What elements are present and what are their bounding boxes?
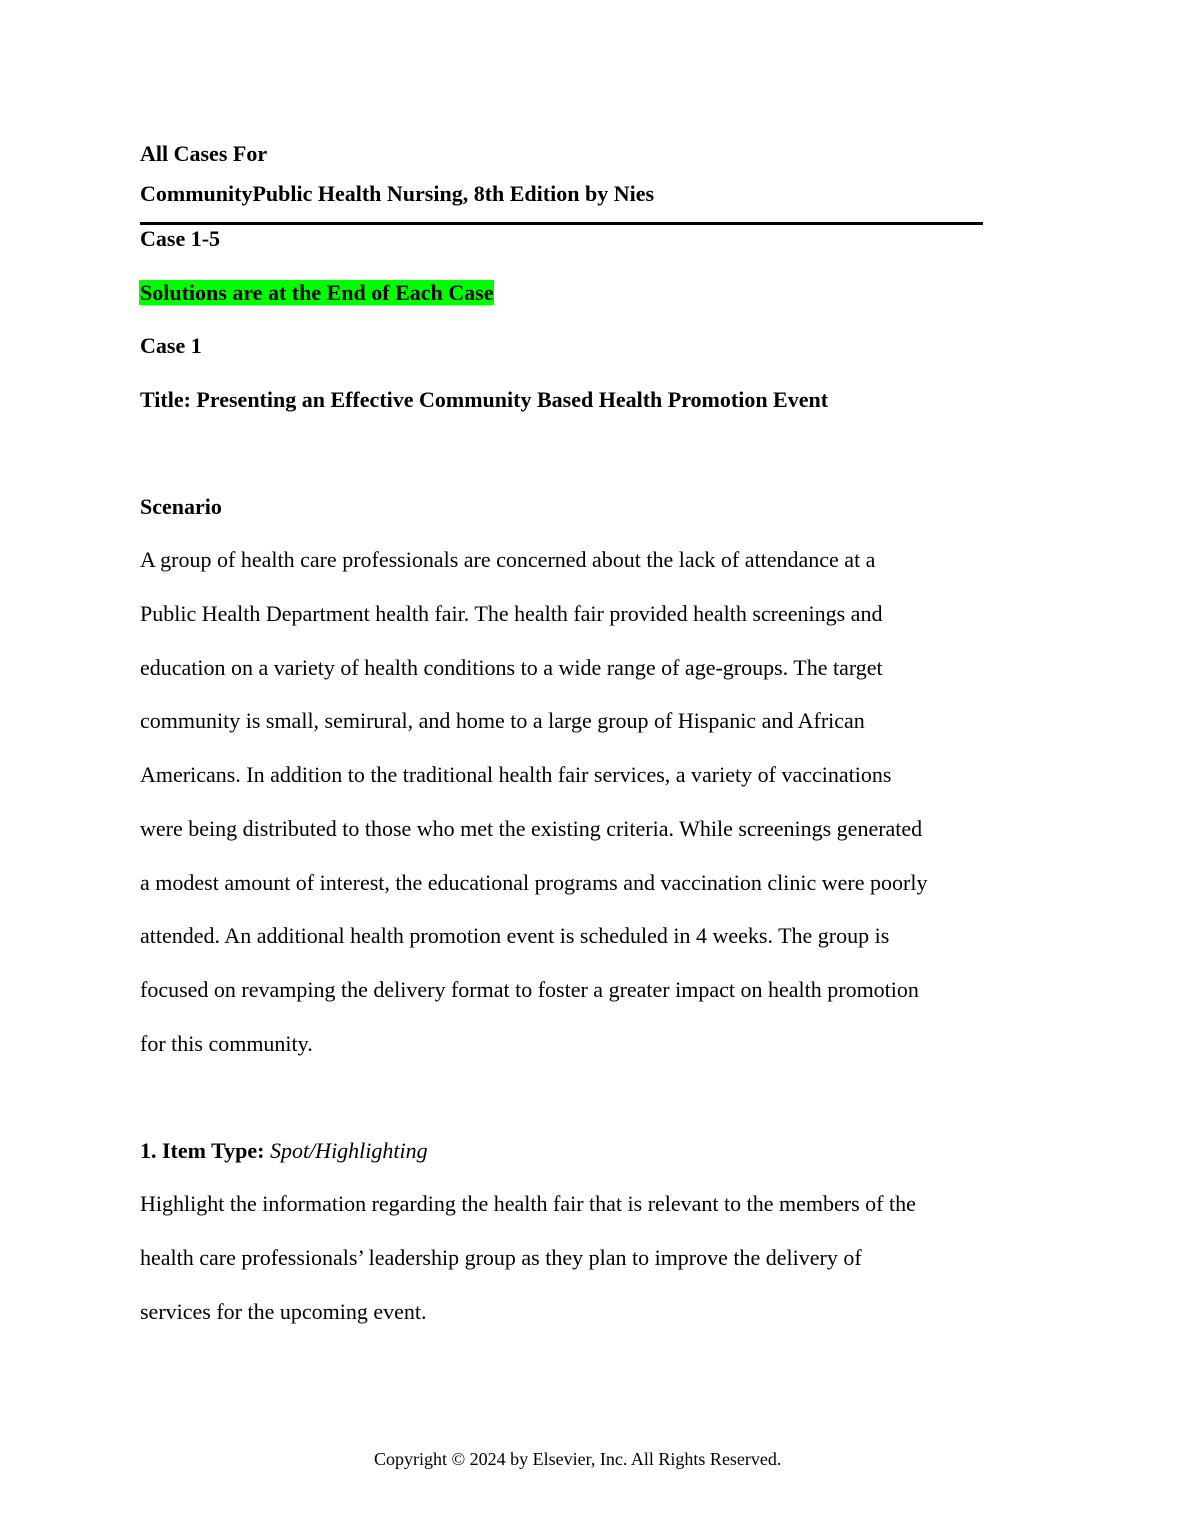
case-title: Title: Presenting an Effective Community Based Health Promotion Event (140, 387, 829, 412)
item-1-label: 1. Item Type: (140, 1138, 265, 1163)
item-1-line: Highlight the information regarding the health fair that is relevant to the members of the (140, 1191, 916, 1216)
scenario-line: attended. An additional health promotion event is scheduled in 4 weeks. The group is (140, 923, 890, 948)
case-range: Case 1-5 (140, 226, 221, 251)
scenario-line: Americans. In addition to the traditional health fair services, a variety of vaccinations (140, 762, 892, 787)
scenario-heading: Scenario (140, 494, 222, 519)
header-line-1: All Cases For (140, 141, 268, 166)
item-1-type: Spot/Highlighting (269, 1138, 428, 1163)
header-line-2: CommunityPublic Health Nursing, 8th Edition by Nies (140, 181, 655, 206)
copyright-footer: Copyright © 2024 by Elsevier, Inc. All Rights Reserved. (374, 1449, 782, 1469)
solutions-note (139, 280, 494, 306)
solutions-note-highlight: Solutions are at the End of Each Case (140, 280, 494, 305)
scenario-line: A group of health care professionals are concerned about the lack of attendance at a (140, 547, 876, 572)
scenario-line: education on a variety of health conditions to a wide range of age-groups. The target (140, 655, 883, 680)
scenario-line: a modest amount of interest, the educational programs and vaccination clinic were poorly (140, 870, 928, 895)
header-divider (140, 222, 983, 225)
scenario-line: focused on revamping the delivery format to foster a greater impact on health promotion (140, 977, 919, 1002)
case-label: Case 1 (140, 333, 202, 358)
item-1-line: services for the upcoming event. (140, 1299, 427, 1324)
scenario-line: Public Health Department health fair. The health fair provided health screenings and (140, 601, 883, 626)
item-1-heading (140, 1138, 428, 1164)
scenario-line: community is small, semirural, and home to a large group of Hispanic and African (140, 708, 865, 733)
item-1-line: health care professionals’ leadership group as they plan to improve the delivery of (140, 1245, 862, 1270)
scenario-line: were being distributed to those who met the existing criteria. While screenings generated (140, 816, 923, 841)
scenario-line: for this community. (140, 1031, 313, 1056)
